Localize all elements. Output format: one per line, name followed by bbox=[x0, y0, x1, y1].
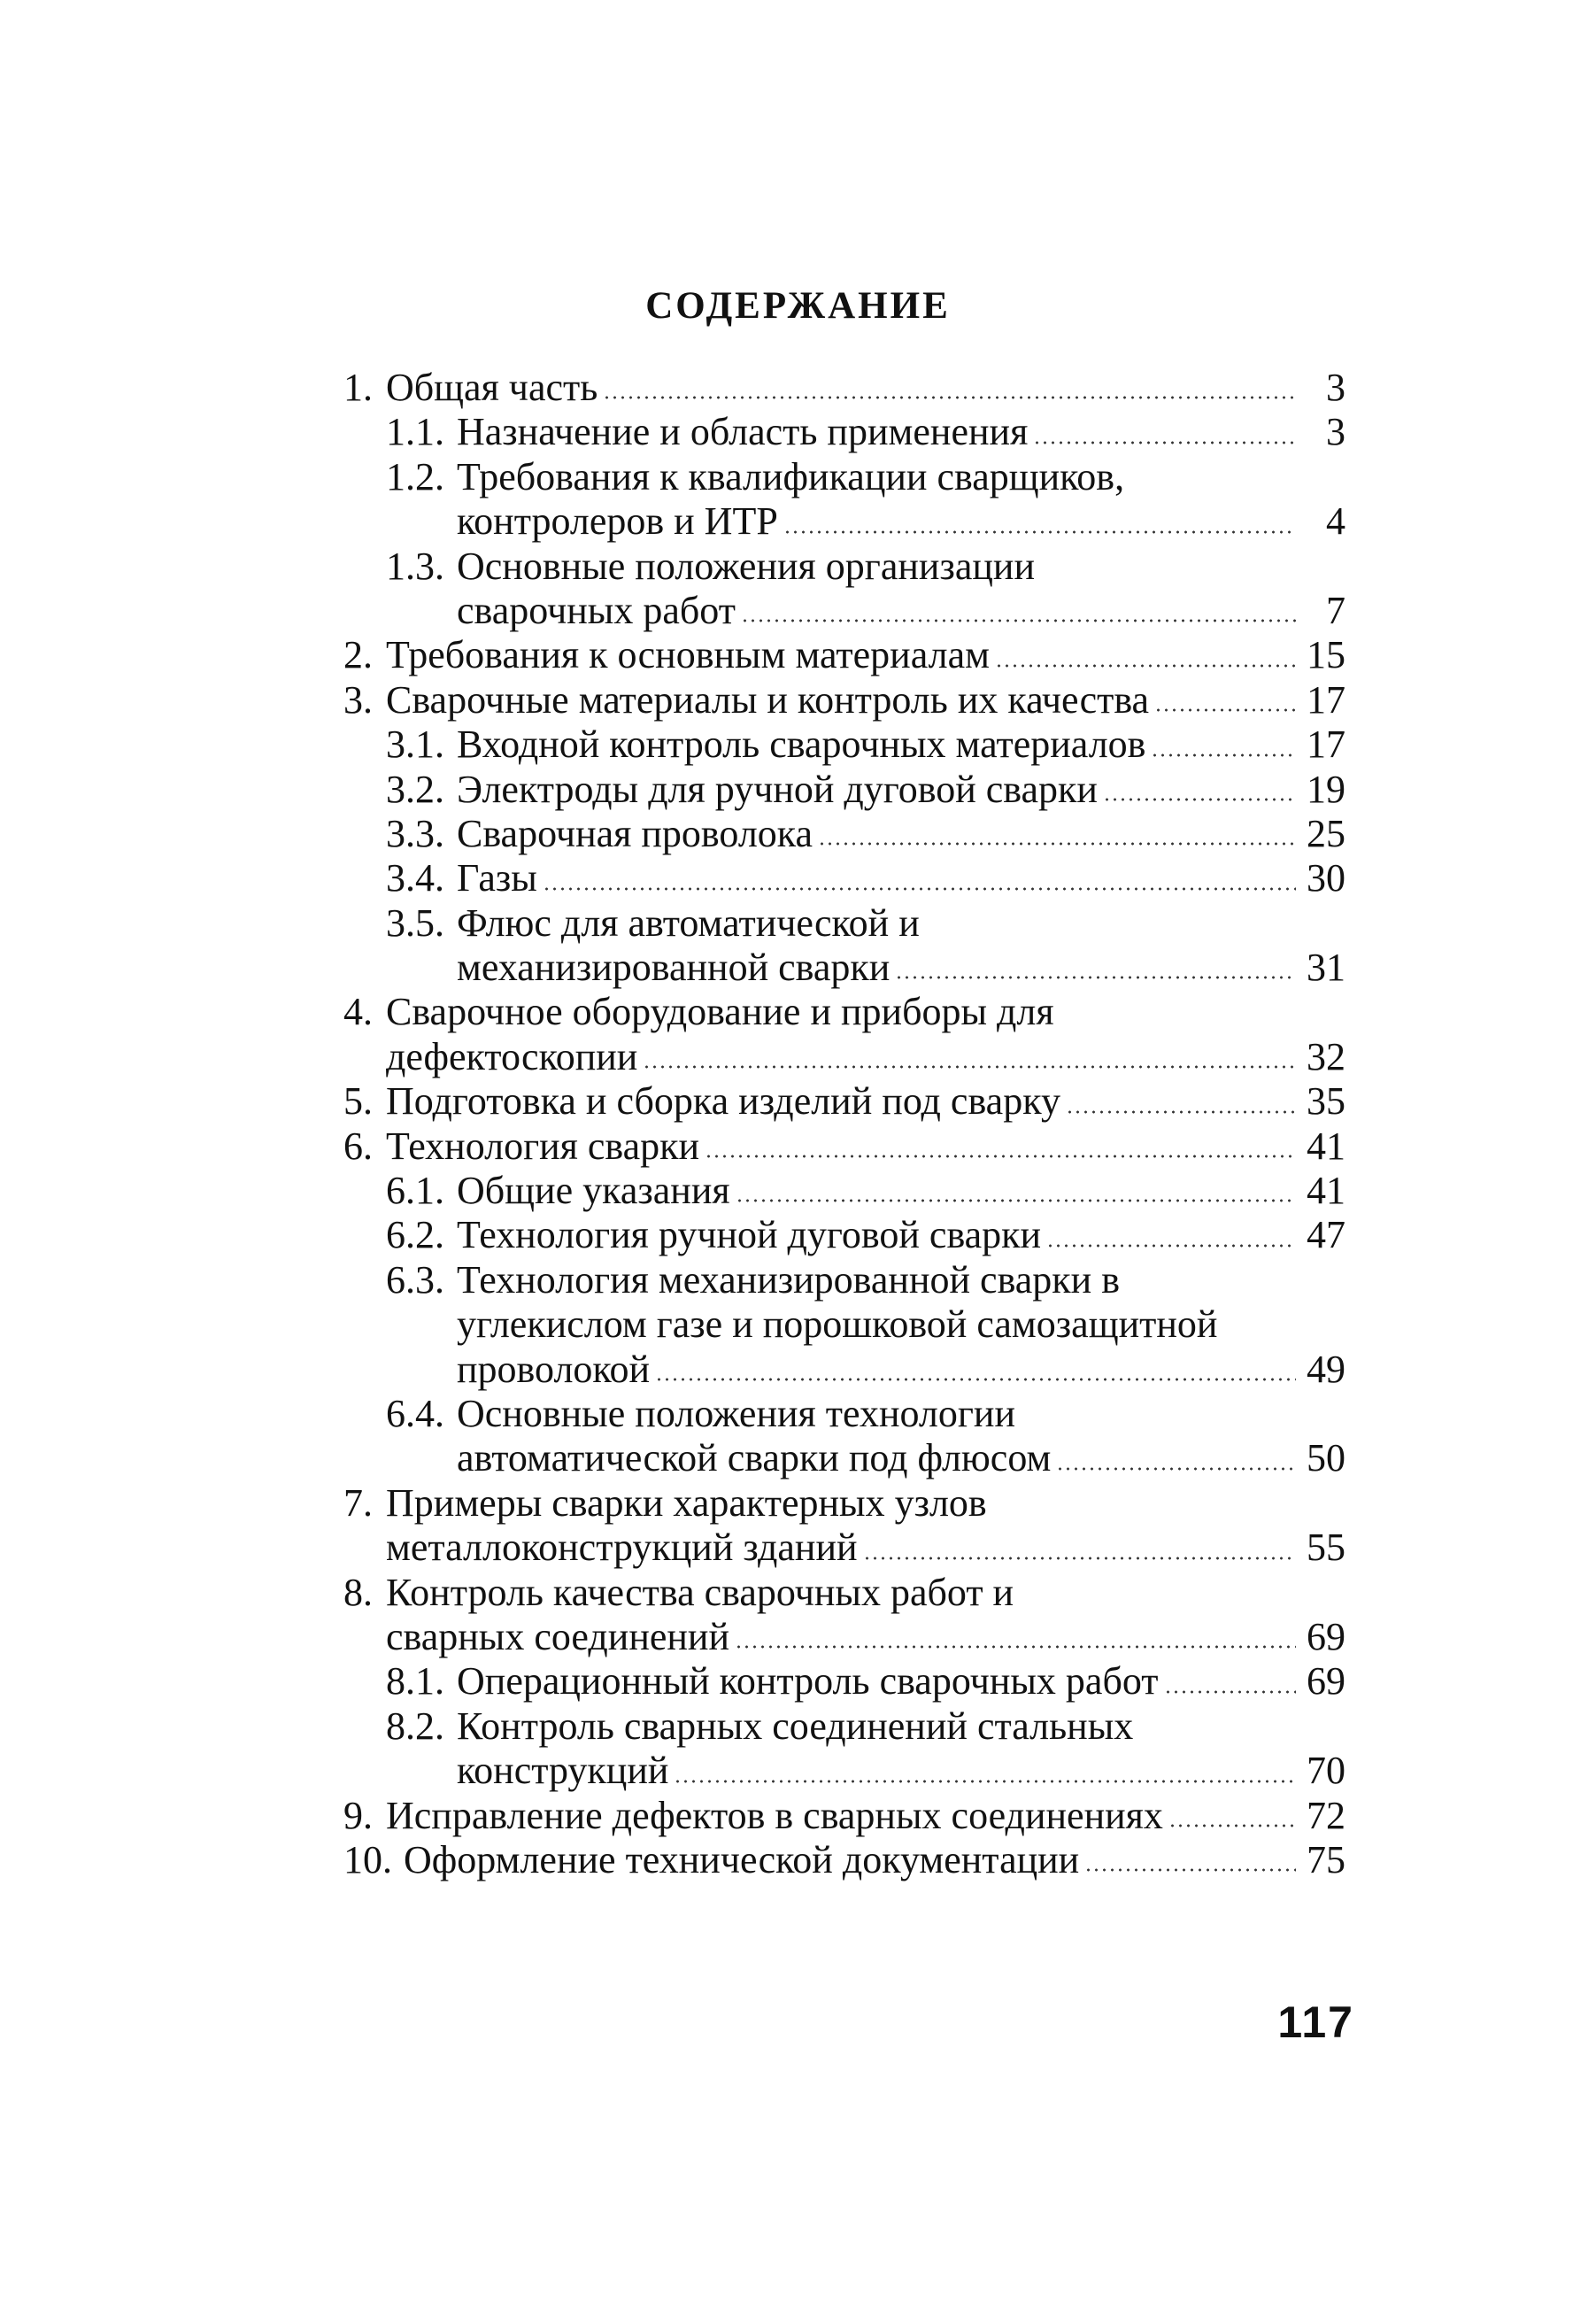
toc-entry-text bbox=[457, 1659, 1345, 1704]
toc-entry-line bbox=[343, 1749, 1345, 1793]
dot-leader bbox=[655, 1377, 1296, 1382]
toc-entry-title: сварочных работ bbox=[457, 588, 736, 632]
dot-leader bbox=[603, 395, 1296, 400]
toc-entry-text bbox=[386, 990, 1345, 1034]
toc-entry-page: 3 bbox=[1326, 366, 1345, 409]
toc-entry-line bbox=[343, 722, 1345, 767]
toc-entry-title: Сварочная проволока bbox=[457, 811, 813, 855]
toc-entry-number: 3.5. bbox=[386, 900, 444, 945]
toc-entry-number: 3.4. bbox=[386, 856, 444, 900]
toc-entry-text bbox=[457, 901, 1345, 946]
toc-entry-page: 75 bbox=[1307, 1837, 1345, 1881]
toc-entry-page: 32 bbox=[1307, 1034, 1345, 1078]
toc-entry-line bbox=[343, 946, 1345, 990]
toc-entry-text bbox=[457, 1749, 1345, 1793]
toc-entry-line bbox=[343, 1571, 1345, 1615]
dot-leader bbox=[705, 1154, 1296, 1159]
toc-entry-text bbox=[457, 1302, 1345, 1347]
toc-entry-page: 7 bbox=[1326, 588, 1345, 632]
toc-entry-line bbox=[343, 545, 1345, 589]
toc-entry-text bbox=[457, 1213, 1345, 1257]
dot-leader bbox=[674, 1779, 1296, 1784]
toc-entry-text bbox=[404, 1838, 1345, 1882]
toc-entry-page: 3 bbox=[1326, 410, 1345, 454]
toc-entry-title: Подготовка и сборка изделий под сварку bbox=[386, 1079, 1060, 1124]
toc-entry-line bbox=[343, 768, 1345, 812]
dot-leader bbox=[863, 1556, 1296, 1561]
toc-entry-page: 35 bbox=[1307, 1079, 1345, 1124]
toc-entry-title: Требования к основным материалам bbox=[386, 633, 990, 677]
toc-entry-text bbox=[457, 722, 1345, 767]
toc-entry-text bbox=[457, 1258, 1345, 1302]
toc-entry-number: 6.4. bbox=[386, 1391, 444, 1435]
toc-entry-title: Сварочное оборудование и приборы для bbox=[386, 990, 1054, 1034]
dot-leader bbox=[735, 1644, 1296, 1649]
dot-leader bbox=[1084, 1867, 1296, 1873]
toc-entry-line bbox=[343, 1079, 1345, 1124]
toc-entry-number: 5. bbox=[343, 1079, 373, 1124]
dot-leader bbox=[1066, 1109, 1296, 1115]
toc-entry-text bbox=[457, 812, 1345, 856]
toc-entry-page: 69 bbox=[1307, 1614, 1345, 1658]
toc-entry-line bbox=[343, 1659, 1345, 1704]
dot-leader bbox=[1154, 707, 1296, 713]
toc-entry-line bbox=[343, 812, 1345, 856]
toc-entry-number: 8.1. bbox=[386, 1659, 444, 1704]
toc-entry-line bbox=[343, 589, 1345, 633]
toc-entry-page: 15 bbox=[1307, 633, 1345, 677]
toc-entry-line bbox=[343, 1526, 1345, 1570]
toc-entry-page: 70 bbox=[1307, 1749, 1345, 1793]
toc-entry-line bbox=[343, 1302, 1345, 1347]
toc-entry-page: 4 bbox=[1326, 499, 1345, 544]
toc-entry-number: 2. bbox=[343, 633, 373, 677]
dot-leader bbox=[895, 975, 1296, 980]
toc-entry-title: Контроль качества сварочных работ и bbox=[386, 1570, 1014, 1614]
toc-entry-text bbox=[386, 1571, 1345, 1615]
toc-entry-text bbox=[386, 1481, 1345, 1526]
dot-leader bbox=[736, 1198, 1296, 1203]
toc-entry-page: 30 bbox=[1307, 856, 1345, 900]
toc-entry-page: 72 bbox=[1307, 1793, 1345, 1837]
toc-entry-page: 41 bbox=[1307, 1169, 1345, 1213]
toc-entry-line bbox=[343, 410, 1345, 454]
toc-entry-page: 31 bbox=[1307, 946, 1345, 990]
toc-entry-line bbox=[343, 990, 1345, 1034]
toc-entry-number: 10. bbox=[343, 1837, 392, 1881]
toc-entry-text bbox=[457, 946, 1345, 990]
toc-entry-text bbox=[457, 1704, 1345, 1749]
toc-entry-title: Назначение и область применения bbox=[457, 410, 1029, 454]
toc-entry-title: дефектоскопии bbox=[386, 1034, 638, 1078]
toc-entry-number: 3. bbox=[343, 677, 373, 722]
toc-entry-line bbox=[343, 856, 1345, 900]
toc-entry-title: механизированной сварки bbox=[457, 946, 891, 990]
toc-entry-text bbox=[457, 589, 1345, 633]
toc-entry-page: 69 bbox=[1307, 1659, 1345, 1704]
toc-entry-line bbox=[343, 1481, 1345, 1526]
toc-entry-number: 9. bbox=[343, 1793, 373, 1837]
dot-leader bbox=[995, 663, 1296, 668]
toc-entry-text bbox=[386, 1079, 1345, 1124]
dot-leader bbox=[1151, 753, 1296, 758]
toc-entry-text bbox=[386, 678, 1345, 722]
toc-entry-line bbox=[343, 499, 1345, 544]
toc-entry-line bbox=[343, 1615, 1345, 1659]
page-number: 117 bbox=[1277, 1997, 1354, 2047]
dot-leader bbox=[783, 529, 1296, 535]
toc-entry-title: Контроль сварных соединений стальных bbox=[457, 1704, 1134, 1748]
toc-entry-line bbox=[343, 633, 1345, 677]
dot-leader bbox=[643, 1064, 1296, 1070]
toc-entry-page: 49 bbox=[1307, 1347, 1345, 1391]
toc-entry-title: Технология ручной дуговой сварки bbox=[457, 1213, 1042, 1257]
page-title: СОДЕРЖАНИЕ bbox=[645, 285, 951, 327]
toc-entry-text bbox=[386, 1794, 1345, 1838]
dot-leader bbox=[1033, 440, 1296, 445]
toc-entry-page: 41 bbox=[1307, 1124, 1345, 1168]
toc-entry-number: 1. bbox=[343, 366, 373, 409]
toc-entry-number: 6.1. bbox=[386, 1169, 444, 1213]
toc-entry-text bbox=[386, 366, 1345, 410]
dot-leader bbox=[1164, 1689, 1297, 1695]
toc-entry-title: Основные положения организации bbox=[457, 544, 1035, 588]
toc-entry-title: металлоконструкций зданий bbox=[386, 1526, 858, 1570]
toc-entry-number: 8.2. bbox=[386, 1704, 444, 1748]
toc-entry-line bbox=[343, 1436, 1345, 1480]
toc-entry-line bbox=[343, 1704, 1345, 1749]
toc-entry-text bbox=[457, 1436, 1345, 1480]
toc-entry-line bbox=[343, 901, 1345, 946]
toc-entry-line bbox=[343, 1348, 1345, 1392]
toc-entry-title: Электроды для ручной дуговой сварки bbox=[457, 767, 1098, 811]
toc-entry-title: углекислом газе и порошковой самозащитной bbox=[457, 1302, 1218, 1347]
toc-entry-line bbox=[343, 366, 1345, 410]
dot-leader bbox=[741, 618, 1296, 623]
toc-entry-text bbox=[386, 633, 1345, 677]
dot-leader bbox=[1046, 1243, 1296, 1248]
toc-entry-number: 6.2. bbox=[386, 1213, 444, 1257]
dot-leader bbox=[818, 841, 1296, 846]
toc-entry-title: Общие указания bbox=[457, 1169, 730, 1213]
toc-entry-number: 3.1. bbox=[386, 722, 444, 767]
toc-entry-text bbox=[457, 1169, 1345, 1213]
dot-leader bbox=[543, 886, 1296, 892]
toc-entry-text bbox=[386, 1526, 1345, 1570]
toc-entry-number: 7. bbox=[343, 1480, 373, 1525]
toc-entry-title: Входной контроль сварочных материалов bbox=[457, 722, 1146, 767]
toc-entry-title: Технология механизированной сварки в bbox=[457, 1257, 1120, 1302]
toc-entry-number: 4. bbox=[343, 990, 373, 1034]
toc-entry-title: Требования к квалификации сварщиков, bbox=[457, 454, 1125, 498]
toc-entry-page: 17 bbox=[1307, 677, 1345, 722]
toc-entry-text bbox=[457, 856, 1345, 900]
toc-entry-number: 3.3. bbox=[386, 811, 444, 855]
toc-entry-title: Операционный контроль сварочных работ bbox=[457, 1659, 1159, 1704]
toc-entry-text bbox=[457, 410, 1345, 454]
toc-entry-page: 47 bbox=[1307, 1213, 1345, 1257]
dot-leader bbox=[1168, 1823, 1296, 1828]
toc-entry-title: Примеры сварки характерных узлов bbox=[386, 1480, 987, 1525]
toc-entry-number: 1.1. bbox=[386, 410, 444, 454]
toc-entry-line bbox=[343, 678, 1345, 722]
toc-entry-text bbox=[386, 1035, 1345, 1079]
toc-entry-title: конструкций bbox=[457, 1749, 669, 1793]
toc-entry-title: автоматической сварки под флюсом bbox=[457, 1436, 1052, 1480]
toc-entry-title: Общая часть bbox=[386, 366, 598, 409]
dot-leader bbox=[1056, 1466, 1296, 1472]
toc-entry-line bbox=[343, 1035, 1345, 1079]
toc-entry-number: 6. bbox=[343, 1124, 373, 1168]
dot-leader bbox=[1103, 797, 1296, 802]
toc-entry-page: 19 bbox=[1307, 767, 1345, 811]
toc-entry-number: 6.3. bbox=[386, 1257, 444, 1302]
toc-entry-title: сварных соединений bbox=[386, 1614, 730, 1658]
toc-entry-title: контролеров и ИТР bbox=[457, 499, 778, 544]
table-of-contents bbox=[343, 366, 1345, 1882]
toc-entry-title: Сварочные материалы и контроль их качества bbox=[386, 677, 1150, 722]
toc-entry-text bbox=[457, 545, 1345, 589]
toc-entry-text bbox=[457, 499, 1345, 544]
toc-entry-number: 8. bbox=[343, 1570, 373, 1614]
toc-entry-text bbox=[457, 1348, 1345, 1392]
toc-entry-page: 25 bbox=[1307, 811, 1345, 855]
toc-entry-line bbox=[343, 455, 1345, 499]
toc-entry-text bbox=[457, 455, 1345, 499]
toc-entry-text bbox=[386, 1124, 1345, 1169]
toc-entry-line bbox=[343, 1169, 1345, 1213]
toc-entry-title: проволокой bbox=[457, 1347, 651, 1391]
toc-entry-line bbox=[343, 1258, 1345, 1302]
toc-entry-text bbox=[457, 768, 1345, 812]
toc-entry-page: 17 bbox=[1307, 722, 1345, 767]
toc-entry-title: Исправление дефектов в сварных соединениях bbox=[386, 1793, 1163, 1837]
toc-entry-text bbox=[457, 1392, 1345, 1436]
toc-entry-page: 55 bbox=[1307, 1526, 1345, 1570]
toc-entry-title: Газы bbox=[457, 856, 537, 900]
toc-entry-number: 1.3. bbox=[386, 544, 444, 588]
toc-entry-line bbox=[343, 1794, 1345, 1838]
toc-entry-line bbox=[343, 1838, 1345, 1882]
toc-entry-title: Флюс для автоматической и bbox=[457, 900, 920, 945]
toc-entry-page: 50 bbox=[1307, 1436, 1345, 1480]
toc-entry-number: 1.2. bbox=[386, 454, 444, 498]
toc-entry-text bbox=[386, 1615, 1345, 1659]
toc-entry-line bbox=[343, 1213, 1345, 1257]
toc-entry-title: Оформление технической документации bbox=[404, 1837, 1080, 1881]
toc-entry-line bbox=[343, 1392, 1345, 1436]
toc-entry-title: Основные положения технологии bbox=[457, 1391, 1016, 1435]
toc-entry-title: Технология сварки bbox=[386, 1124, 700, 1168]
toc-entry-line bbox=[343, 1124, 1345, 1169]
toc-entry-number: 3.2. bbox=[386, 767, 444, 811]
